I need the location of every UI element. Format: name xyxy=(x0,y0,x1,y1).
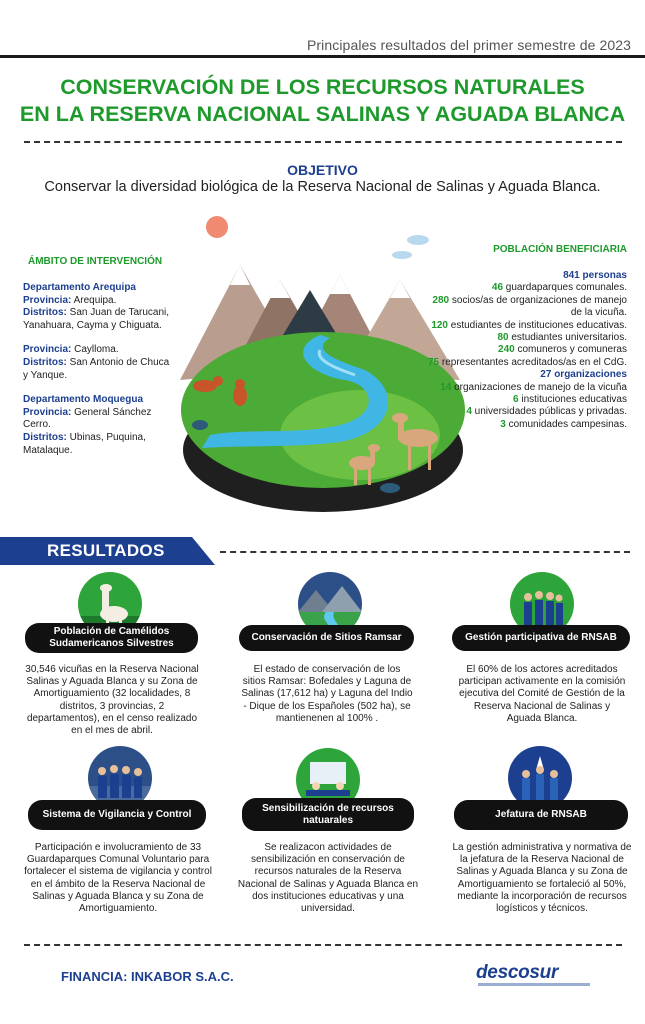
title-line-1: CONSERVACIÓN DE LOS RECURSOS NATURALES xyxy=(60,75,585,99)
card-text-sensibilizacion: Se realizacon actividades de sensibilización en conservación de recursos naturales de la Reserva Nacional de Salinas y Aguada Blanca en dos instituciones educativas y una universidad. xyxy=(237,842,419,915)
ambito-list xyxy=(23,282,173,457)
org-num: 6 xyxy=(513,394,519,406)
pob-text: representantes acreditados/as en el CdG. xyxy=(439,356,627,368)
pob-text: socios/as de organizaciones de manejo de la vicuña. xyxy=(449,294,627,319)
page-title xyxy=(0,74,645,128)
rock xyxy=(380,483,400,493)
poblacion-total: 841 personas xyxy=(563,270,627,281)
header-divider xyxy=(0,55,645,58)
snow-cap xyxy=(330,275,350,294)
resultados-heading: RESULTADOS xyxy=(47,541,165,560)
cloud-icon xyxy=(392,235,429,259)
pob-num: 46 xyxy=(491,282,504,294)
card-text-vigilancia: Participación e involucramiento de 33 Guardaparques Comunal Voluntario para fortalecer el sistema de vigilancia y control en el ámbito de la Reserva Nacional de Salinas y Aguada Blanca y su Zona de Amortiguamiento. xyxy=(24,842,212,915)
card-title-jefatura: Jefatura de RNSAB xyxy=(454,800,628,830)
card-text-jefatura: La gestión administrativa y normativa de la jefatura de la Reserva Nacional de Salinas y Aguada Blanca y su Zona de Amortiguamiento se fortaleció al 50%, mediante la incorporación de recursos logísticos y técnicos. xyxy=(452,842,632,915)
dist-label: Distritos: xyxy=(23,431,67,443)
org-num: 14 xyxy=(440,381,452,393)
pob-text: comuneros y comuneras xyxy=(514,344,627,356)
org-text: instituciones educativas xyxy=(518,394,627,406)
pob-num: 240 xyxy=(498,344,515,356)
snow-cap xyxy=(390,280,410,298)
poblacion-orgs: 27 organizaciones xyxy=(540,369,627,381)
card-text-camelidos: 30,546 vicuñas en la Reserva Nacional Salinas y Aguada Blanca y su Zona de Amortiguamiento (32 localidades, 8 distritos, 3 provincias, 2 departamentos), en el censo realizado en el mes de abril. xyxy=(25,664,199,737)
pob-text: estudiantes universitarios. xyxy=(508,332,627,344)
card-text-ramsar: El estado de conservación de los sitios Ramsar: Bofedales y Laguna de Salinas (17,612 ha) y Laguna del Indio - Dique de los Españoles (502 ha), se mantienenen al 100% . xyxy=(241,664,413,724)
card-title-vigilancia: Sistema de Vigilancia y Control xyxy=(28,800,206,830)
prov-value: Arequipa. xyxy=(71,294,117,306)
dist-label: Distritos: xyxy=(23,307,67,319)
header-subtitle: Principales resultados del primer semestre de 2023 xyxy=(306,37,631,53)
ambito-heading: ÁMBITO DE INTERVENCIÓN xyxy=(28,256,163,267)
dist-value: San Antonio de Chuca y Yanque. xyxy=(23,356,170,381)
pob-text: estudiantes de instituciones educativas. xyxy=(448,319,627,331)
pob-num: 75 xyxy=(427,356,440,368)
objetivo-heading: OBJETIVO xyxy=(287,162,358,178)
snow-cap xyxy=(270,280,290,298)
prov-label: Provincia: xyxy=(23,406,72,418)
divider-dashed-bottom xyxy=(24,944,622,946)
title-line-2: EN LA RESERVA NACIONAL SALINAS Y AGUADA BLANCA xyxy=(19,102,626,126)
pob-num: 80 xyxy=(497,332,509,344)
poblacion-list xyxy=(427,270,627,431)
org-num: 4 xyxy=(466,406,472,418)
dept-moquegua: Departamento Moquegua xyxy=(23,394,144,406)
prov-value: Caylloma. xyxy=(71,344,119,356)
dist-value: Ubinas, Puquina, Matalaque. xyxy=(23,431,146,456)
card-title-ramsar: Conservación de Sitios Ramsar xyxy=(239,625,414,651)
card-title-gestion: Gestión participativa de RNSAB xyxy=(452,625,630,651)
logo-underline xyxy=(478,983,590,986)
prov-value: General Sánchez Cerro. xyxy=(23,406,152,431)
dist-label: Distritos: xyxy=(23,356,67,368)
pob-num: 280 xyxy=(432,294,450,306)
sun-icon xyxy=(206,216,228,238)
pob-text: guardaparques comunales. xyxy=(503,282,627,294)
prov-label: Provincia: xyxy=(23,294,72,306)
prov-label: Provincia: xyxy=(23,344,72,356)
org-num: 3 xyxy=(500,418,506,430)
descosur-logo: descosur xyxy=(476,962,559,983)
divider-dashed-resultados xyxy=(220,551,630,553)
financia-text: FINANCIA: INKABOR S.A.C. xyxy=(61,969,234,984)
snow-cap xyxy=(230,265,250,285)
divider-dashed-top xyxy=(24,141,622,143)
poblacion-heading: POBLACIÓN BENEFICIARIA xyxy=(493,244,627,255)
rock xyxy=(192,420,208,430)
card-title-sensibilizacion: Sensibilización de recursos natuarales xyxy=(242,798,414,831)
org-text: organizaciones de manejo de la vicuña xyxy=(451,381,627,393)
dist-value: San Juan de Tarucani, Yanahuara, Cayma y Chiguata. xyxy=(23,307,170,331)
pob-num: 120 xyxy=(431,319,448,331)
dept-arequipa: Departamento Arequipa xyxy=(23,282,136,293)
card-title-camelidos: Población de Camélidos Sudamericanos Silvestres xyxy=(25,623,198,653)
org-text: comunidades campesinas. xyxy=(505,418,627,430)
card-text-gestion: El 60% de los actores acreditados participan activamente en la comisión ejecutiva del Comité de Gestión de la Reserva Nacional de Salinas y Aguada Blanca. xyxy=(458,664,626,724)
org-text: universidades públicas y privadas. xyxy=(471,406,627,418)
objetivo-text: Conservar la diversidad biológica de la Reserva Nacional de Salinas y Aguada Blanca. xyxy=(44,179,601,195)
